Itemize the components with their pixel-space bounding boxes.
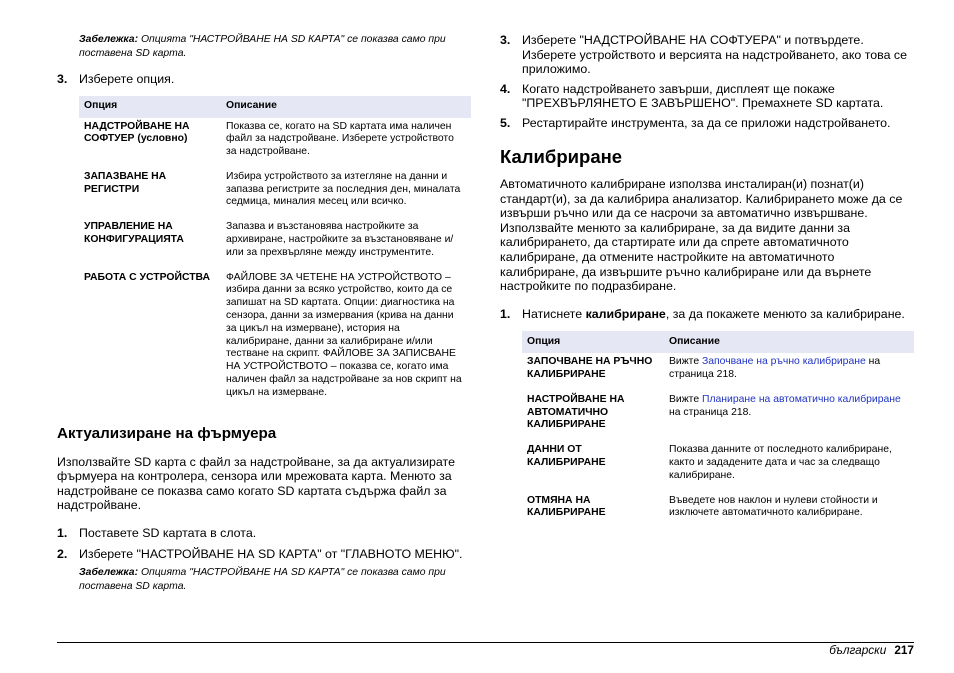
step-number: 1. (57, 526, 68, 541)
option-cell: НАСТРОЙВАНЕ НА АВТОМАТИЧНО КАЛИБРИРАНЕ (527, 393, 625, 431)
option-cell: РАБОТА С УСТРОЙСТВА (84, 271, 211, 283)
column-header-description: Описание (221, 96, 471, 118)
column-header-option: Опция (79, 96, 221, 118)
auto-calibration-link[interactable]: Планиране на автоматично калибриране (702, 393, 901, 405)
footer-divider (57, 642, 914, 643)
option-cell: ЗАПОЧВАНЕ НА РЪЧНО КАЛИБРИРАНЕ (527, 356, 653, 381)
option-cell: ОТМЯНА НА КАЛИБРИРАНЕ (527, 494, 606, 519)
calibration-options-table (522, 331, 914, 529)
sd-options-table (79, 96, 471, 409)
step-text: Когато надстройването завърши, дисплеят ще покаже "ПРЕХВЪРЛЯНЕТО Е ЗАВЪРШЕНО". Премахнете SD картата. (522, 81, 884, 110)
step-text: Изберете опция. (79, 72, 175, 86)
section-paragraph: Автоматичното калибриране използва инсталиран(и) познат(и) стандарт(и), за да калибрира анализатор. Калибрирането може да се извърши ръчно или да се насрочи за автоматично извършване. Използвайте менюто за калибриране, за да видите данни за калибрирането, да стартирате или да спрете автоматичното калибриране, да отмените настройките на автоматичното калибриране, да извършите ръчно калибриране или да върнете настройките по подразбиране. (500, 177, 903, 294)
description-post: на страница 218. (669, 356, 881, 381)
note-text: Опцията "НАСТРОЙВАНЕ НА SD КАРТА" се показва само при поставена SD карта. (79, 567, 446, 592)
section-heading-calibration: Калибриране (500, 146, 623, 167)
table-row (522, 353, 914, 391)
description-cell: Запазва и възстановява настройките за архивиране, настройките за възстановяване и/или за прехвърляне между инструментите. (226, 221, 454, 258)
step-3 (500, 33, 914, 77)
table-row (79, 118, 471, 168)
note-text: Опцията "НАСТРОЙВАНЕ НА SD КАРТА" се показва само при поставена SD карта. (79, 34, 446, 59)
step-1 (500, 307, 914, 322)
page-footer (829, 643, 914, 657)
description-cell: Избира устройството за изтегляне на данни и запазва регистрите за последния ден, миналата седмица, миналия месец или всичко. (226, 170, 461, 208)
step-number: 4. (500, 81, 511, 96)
footer-language: български (829, 643, 887, 657)
section-paragraph: Използвайте SD карта с файл за надстройване, за да актуализирате фърмуера на контролера, сензора или мрежовата карта. Менюто за надстройване се показва само когато SD картата съдържа файл за надстройване. (57, 454, 455, 513)
step-number: 1. (500, 306, 511, 321)
right-column (500, 0, 914, 529)
step-5 (500, 116, 914, 131)
section-heading-firmware: Актуализиране на фърмуера (57, 424, 277, 442)
note (57, 566, 471, 593)
table-row (522, 441, 914, 491)
table-row (522, 492, 914, 530)
option-cell: УПРАВЛЕНИЕ НА КОНФИГУРАЦИЯТА (84, 221, 184, 246)
page-number: 217 (894, 643, 914, 657)
table-header-row (522, 331, 914, 353)
calibration-key: калибриране (585, 306, 666, 321)
description-pre: Вижте (669, 356, 702, 368)
description-post: на страница 218. (669, 406, 752, 418)
table-row (79, 269, 471, 409)
description-cell: Показва се, когато на SD картата има наличен файл за надстройване. Изберете устройството за надстройване. (226, 120, 454, 158)
note-label: Забележка: (79, 34, 139, 45)
table-row (79, 168, 471, 218)
description-pre: Вижте (669, 393, 702, 405)
left-column (57, 0, 471, 593)
option-cell: ДАННИ ОТ КАЛИБРИРАНЕ (527, 444, 606, 469)
table-header-row (79, 96, 471, 118)
note (57, 33, 471, 60)
step-text: Поставете SD картата в слота. (79, 526, 257, 541)
description-cell: Въведете нов наклон и нулеви стойности и изключете автоматичното калибриране. (669, 494, 878, 519)
step-text (522, 307, 914, 322)
step-number: 5. (500, 115, 511, 130)
description-cell: ФАЙЛОВЕ ЗА ЧЕТЕНЕ НА УСТРОЙСТВОТО – избира данни за всяко устройство, които да се запишат на SD картата. Опции: диагностика на сензора, данни за измервания (крива на данни за цикъл на измерване), история на калибриране, данни за калибриране и/или тестване на скрипт. ФАЙЛОВЕ ЗА ЗАПИСВАНЕ НА УСТРОЙСТВОТО – показва се, когато има наличен файл за надстройване за нов скрипт на цикъл на измерване. (226, 271, 462, 398)
step-number: 3. (500, 33, 511, 47)
manual-calibration-link[interactable]: Започване на ръчно калибриране (702, 356, 866, 368)
note-label: Забележка: (79, 567, 139, 579)
option-cell: ЗАПАЗВАНЕ НА РЕГИСТРИ (84, 170, 167, 195)
step-text: Рестартирайте инструмента, за да се приложи надстройването. (522, 115, 891, 130)
step-text-pre: Натиснете (522, 306, 586, 321)
step-number: 3. (57, 72, 68, 86)
step-text: Изберете "НАДСТРОЙВАНЕ НА СОФТУЕРА" и потвърдете. Изберете устройството и версията на надстройването, ако това се приложимо. (522, 33, 908, 76)
description-cell (664, 391, 914, 441)
table-row (79, 218, 471, 268)
option-cell: НАДСТРОЙВАНЕ НА СОФТУЕР (условно) (84, 120, 190, 145)
step-3 (57, 72, 471, 87)
step-1 (57, 526, 471, 541)
step-4 (500, 82, 914, 111)
description-cell: Показва данните от последното калибриране, както и зададените дата и час за следващо калибриране. (669, 444, 892, 481)
column-header-option: Опция (522, 331, 664, 353)
description-cell (664, 353, 914, 391)
step-text: Изберете "НАСТРОЙВАНЕ НА SD КАРТА" от "ГЛАВНОТО МЕНЮ". (79, 546, 463, 561)
table-row (522, 391, 914, 441)
step-number: 2. (57, 546, 68, 561)
column-header-description: Описание (664, 331, 914, 353)
step-2 (57, 547, 471, 562)
step-text-post: , за да покажете менюто за калибриране. (665, 306, 905, 321)
